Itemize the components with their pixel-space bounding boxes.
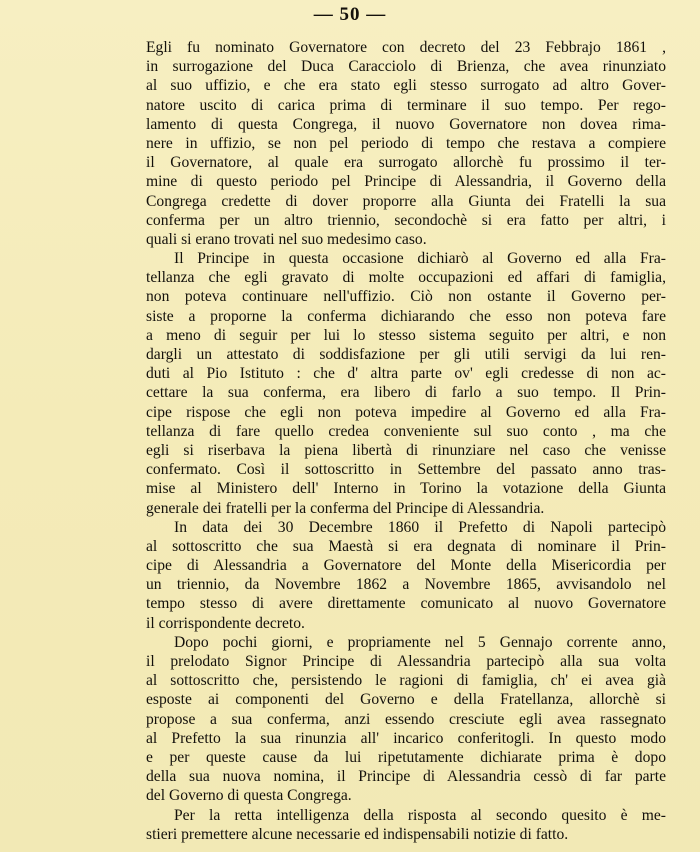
text-line: quali si erano trovati nel suo medesimo caso. [146, 230, 427, 248]
text-line: un triennio, da Novembre 1862 a Novembre 1865, avvisandolo nel [146, 576, 666, 594]
paragraph [146, 249, 666, 518]
text-line: tellanza che egli gravato di molte occupazioni ed affari di famiglia, [146, 269, 666, 287]
text-line: lamento di questa Congrega, il nuovo Governatore non dovea rima- [146, 115, 666, 133]
text-line: duti al Pio Istituto : che d' altra parte ov' egli credesse di non ac- [146, 365, 666, 383]
text-line: al sottoscritto che sua Maestà si era degnata di nominare il Prin- [146, 537, 666, 555]
paragraph [146, 38, 666, 249]
text-line: e per queste cause da lui ripetutamente dichiarate prima è dopo [146, 748, 666, 766]
text-line: propose a sua conferma, anzi essendo cresciute egli avea rassegnato [146, 710, 666, 728]
paragraph [146, 518, 666, 633]
text-line: il corrispondente decreto. [146, 614, 305, 632]
text-line: in surrogazione del Duca Caracciolo di Brienza, che avea rinunziato [146, 58, 666, 76]
paragraph [146, 806, 666, 844]
text-line: dargli un attestato di soddisfazione per gli utili servigi da lui ren- [146, 346, 666, 363]
text-line: nere in uffizio, se non pel periodo di tempo che restava a compiere [146, 134, 666, 152]
body-text [146, 38, 666, 844]
text-line: Egli fu nominato Governatore con decreto del 23 Febbrajo 1861 , [146, 39, 666, 56]
text-line: Per la retta intelligenza della risposta al secondo quesito è me- [174, 806, 666, 824]
text-line: generale dei fratelli per la conferma del Principe di Alessandria. [146, 499, 545, 517]
page-number: — 50 — [313, 4, 387, 25]
text-line: della sua nuova nomina, il Principe di Alessandria cessò di far parte [146, 768, 666, 786]
text-line: Congrega credette di dover proporre alla Giunta dei Fratelli la sua [146, 192, 666, 210]
text-line: al Prefetto la sua rinunzia all' incarico conferitogli. In questo modo [146, 729, 666, 747]
text-line: egli si riserbava la piena libertà di rinunziare nel caso che venisse [146, 441, 666, 459]
paragraph [146, 633, 666, 806]
text-line: del Governo di questa Congrega. [146, 787, 352, 805]
text-line: conferma per un altro triennio, secondochè si era fatto per altri, i [146, 211, 666, 229]
text-line: In data dei 30 Decembre 1860 il Prefetto di Napoli partecipò [174, 518, 666, 536]
text-line: Dopo pochi giorni, e propriamente nel 5 Gennajo corrente anno, [174, 633, 666, 651]
text-line: il prelodato Signor Principe di Alessandria partecipò alla sua volta [146, 653, 666, 670]
text-line: siste a proporne la conferma dichiarando che esso non poteva fare [146, 307, 666, 325]
text-line: esposte ai componenti del Governo e della Fratellanza, allorchè si [146, 691, 666, 709]
text-line: confermato. Così il sottoscritto in Settembre del passato anno tras- [146, 461, 666, 479]
text-line: mine di questo periodo pel Principe di Alessandria, il Governo della [146, 173, 666, 191]
text-line: il Governatore, al quale era surrogato allorchè fu prossimo il ter- [146, 154, 666, 172]
text-line: tellanza di fare quello credea conveniente sul suo conto , ma che [146, 422, 666, 440]
text-line: mise al Ministero dell' Interno in Torino la votazione della Giunta [146, 480, 666, 498]
text-line: tempo stesso di avere direttamente comunicato al nuovo Governatore [146, 595, 666, 613]
text-line: al suo uffizio, e che era stato egli stesso surrogato ad altro Gover- [146, 77, 666, 95]
text-line: non poteva continuare nell'uffizio. Ciò non ostante il Governo per- [146, 288, 666, 306]
text-line: cipe rispose che egli non poteva impedire al Governo ed alla Fra- [146, 403, 666, 421]
text-line: a meno di seguir per lui lo stesso sistema seguito per altri, e non [146, 326, 666, 344]
text-line: stieri premettere alcune necessarie ed indispensabili notizie di fatto. [146, 825, 569, 843]
text-line: Il Principe in questa occasione dichiarò al Governo ed alla Fra- [174, 250, 666, 268]
text-line: al sottoscritto che, persistendo le ragioni di famiglia, ch' ei avea già [146, 672, 666, 690]
text-line: cipe di Alessandria a Governatore del Monte della Misericordia per [146, 557, 666, 575]
text-line: cettare la sua conferma, era libero di farlo a suo tempo. Il Prin- [146, 384, 666, 402]
text-line: natore uscito di carica prima di terminare il suo tempo. Per rego- [146, 96, 666, 114]
